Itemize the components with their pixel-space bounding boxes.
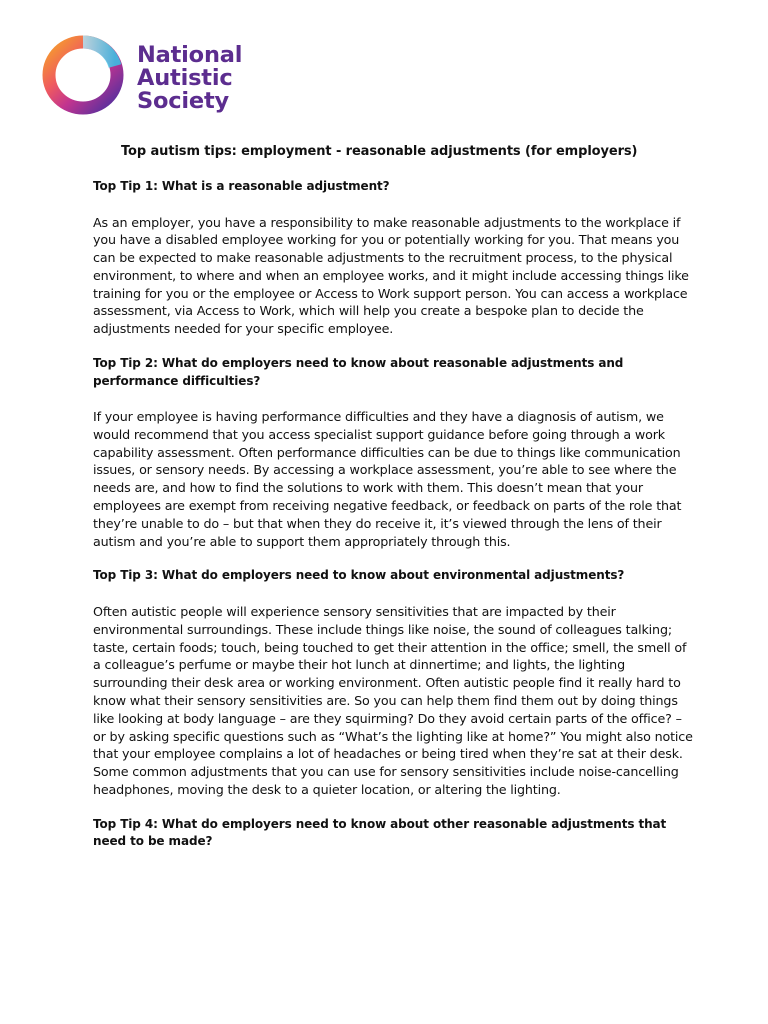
nas-ring-logo-icon — [37, 32, 127, 118]
tip-4-heading: Top Tip 4: What do employers need to know about other reasonable adjustments that need to be made? — [93, 816, 667, 849]
logo-line-national: National — [137, 41, 243, 68]
logo-line-society: Society — [137, 87, 229, 114]
nas-wordmark — [137, 41, 243, 114]
tip-3-heading: Top Tip 3: What do employers need to know about environmental adjustments? — [93, 568, 625, 583]
nas-logo — [37, 32, 242, 118]
document-title: Top autism tips: employment - reasonable adjustments (for employers) — [121, 144, 638, 159]
document-body — [93, 143, 693, 851]
tip-1-heading: Top Tip 1: What is a reasonable adjustment? — [93, 179, 390, 193]
tip-3-text: Often autistic people will experience sensory sensitivities that are impacted by their environmental surroundings. These include things like noise, the sound of colleagues talking; taste, certain foods; touch, being touched to get their attention in the office; smell, the smell of a colleague’s perfume or maybe their hot lunch at dinnertime; and lights, the lighting surrounding their desk area or working environment. Often autistic people find it really hard to know what their sensory sensitivities are. So you can help them find them out by doing things like looking at body language – are they squirming? Do they avoid certain parts of the office? – or by asking specific questions such as “What’s the lighting like at home?” You might also notice that your employee complains a lot of headaches or being tired when they’re sat at their desk. Some common adjustments that you can use for sensory sensitivities include noise-cancelling headphones, moving the desk to a quieter location, or altering the lighting. — [93, 603, 693, 797]
tip-2-heading: Top Tip 2: What do employers need to know about reasonable adjustments and performance difficulties? — [93, 356, 624, 388]
logo-line-autistic: Autistic — [137, 64, 233, 91]
tip-2-text: If your employee is having performance difficulties and they have a diagnosis of autism, we would recommend that you access specialist support guidance before going through a work capability assessment. Often performance difficulties can be due to things like communication issues, or sensory needs. By accessing a workplace assessment, you’re able to see where the needs are, and how to find the solutions to work with them. This doesn’t mean that your employees are exempt from receiving negative feedback, or feedback on parts of the role that they’re unable to do – but that when they do receive it, it’s viewed through the lens of their autism and you’re able to support them appropriately through this. — [93, 409, 682, 549]
tip-1-text: As an employer, you have a responsibility to make reasonable adjustments to the workplace if you have a disabled employee working for you or potentially working for you. That means you can be expected to make reasonable adjustments to the recruitment process, to the physical environment, to where and when an employee works, and it might include accessing things like training for you or the employee or Access to Work support person. You can access a workplace assessment, via Access to Work, which will help you create a bespoke plan to decide the adjustments needed for your specific employee. — [93, 214, 689, 337]
